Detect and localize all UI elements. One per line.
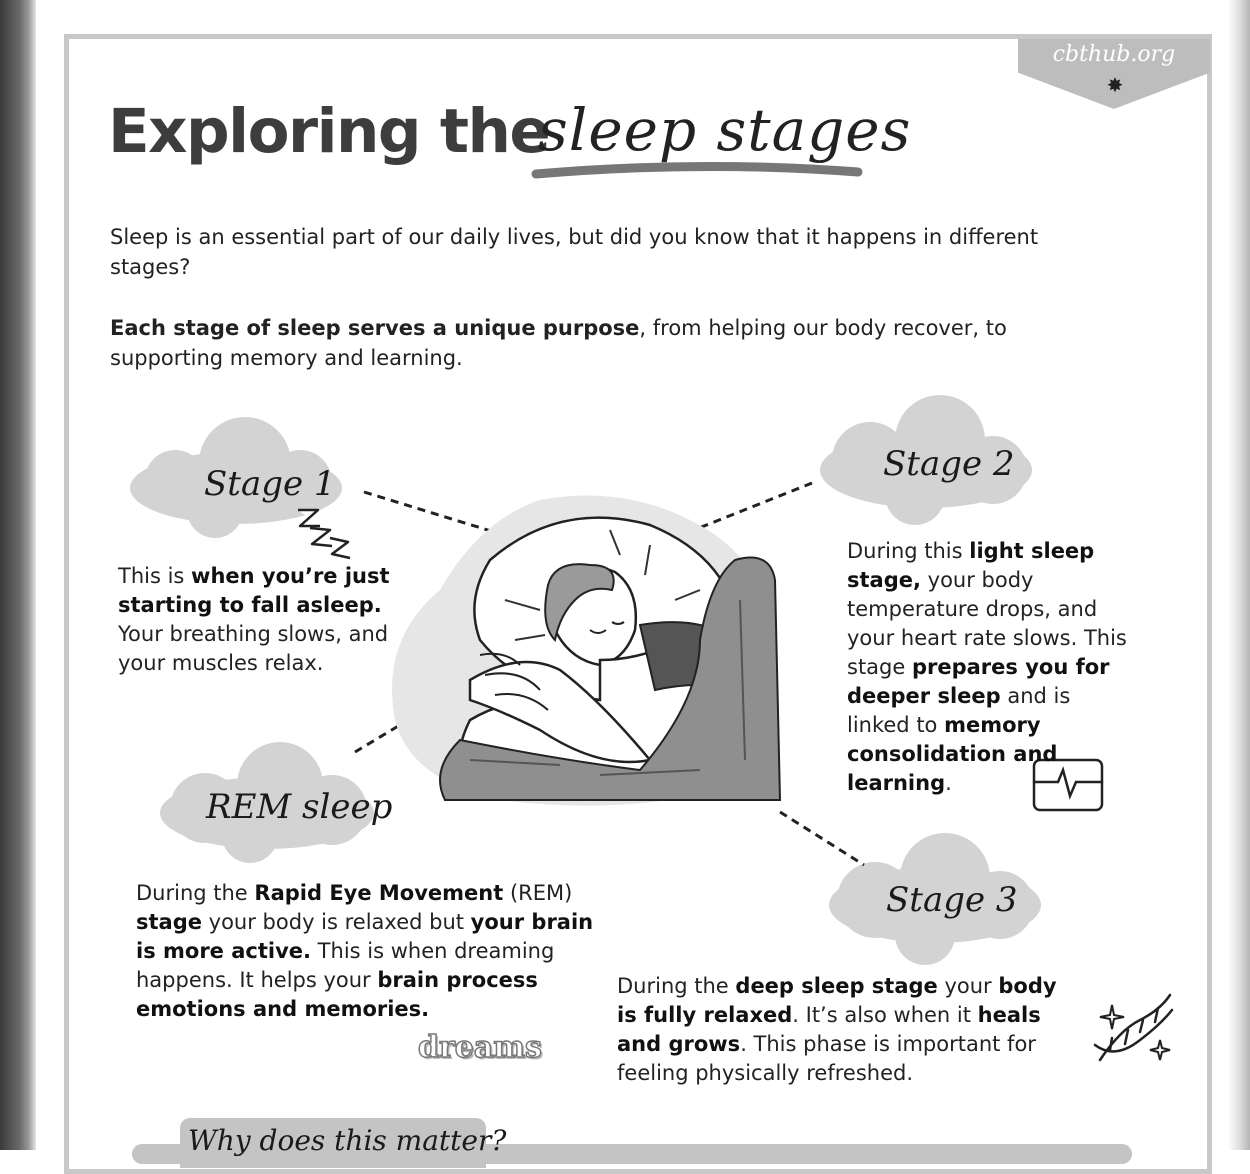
intro-rest: , from helping our body recover, to supporting memory and learning. [110,316,1007,370]
dna-icon [1095,995,1172,1060]
zzz-icon [298,510,350,558]
page-title-highlight: sleep stages [538,96,912,164]
stage-1-label: Stage 1 [204,464,336,504]
rem-description: During the Rapid Eye Movement (REM) stage your body is relaxed but your brain is more active. This is when dreaming happens. It helps your brain process emotions and memories. [136,881,594,1021]
why-section-heading: Why does this matter? [188,1124,507,1157]
stage-3-description: During the deep sleep stage your body is fully relaxed. It’s also when it heals and grows. This phase is important for feeling physically refreshed. [617,974,1057,1085]
intro-paragraph: Sleep is an essential part of our daily lives, but did you know that it happens in different stages? [110,225,1039,279]
intro-bold: Each stage of sleep serves a unique purpose [110,316,640,340]
stage-3-label: Stage 3 [886,880,1018,920]
title-underline [536,166,858,174]
page-title: Exploring the [108,96,550,167]
star-icon: ✸ [1106,73,1124,97]
rem-sleep-label: REM sleep [206,787,393,827]
stage-1-description: This is when you’re just starting to fall asleep. Your breathing slows, and your muscles relax. [118,564,390,675]
site-url[interactable]: cbthub.org [1052,42,1176,67]
stage-2-description: During this light sleep stage, your body temperature drops, and your heart rate slows. This stage prepares you for deeper sleep and is linked to memory consolidation and learning. [847,539,1127,795]
dreams-sticker: dreams [418,1030,542,1065]
stage-2-label: Stage 2 [883,444,1015,484]
sleeping-person-illustration [392,496,780,806]
